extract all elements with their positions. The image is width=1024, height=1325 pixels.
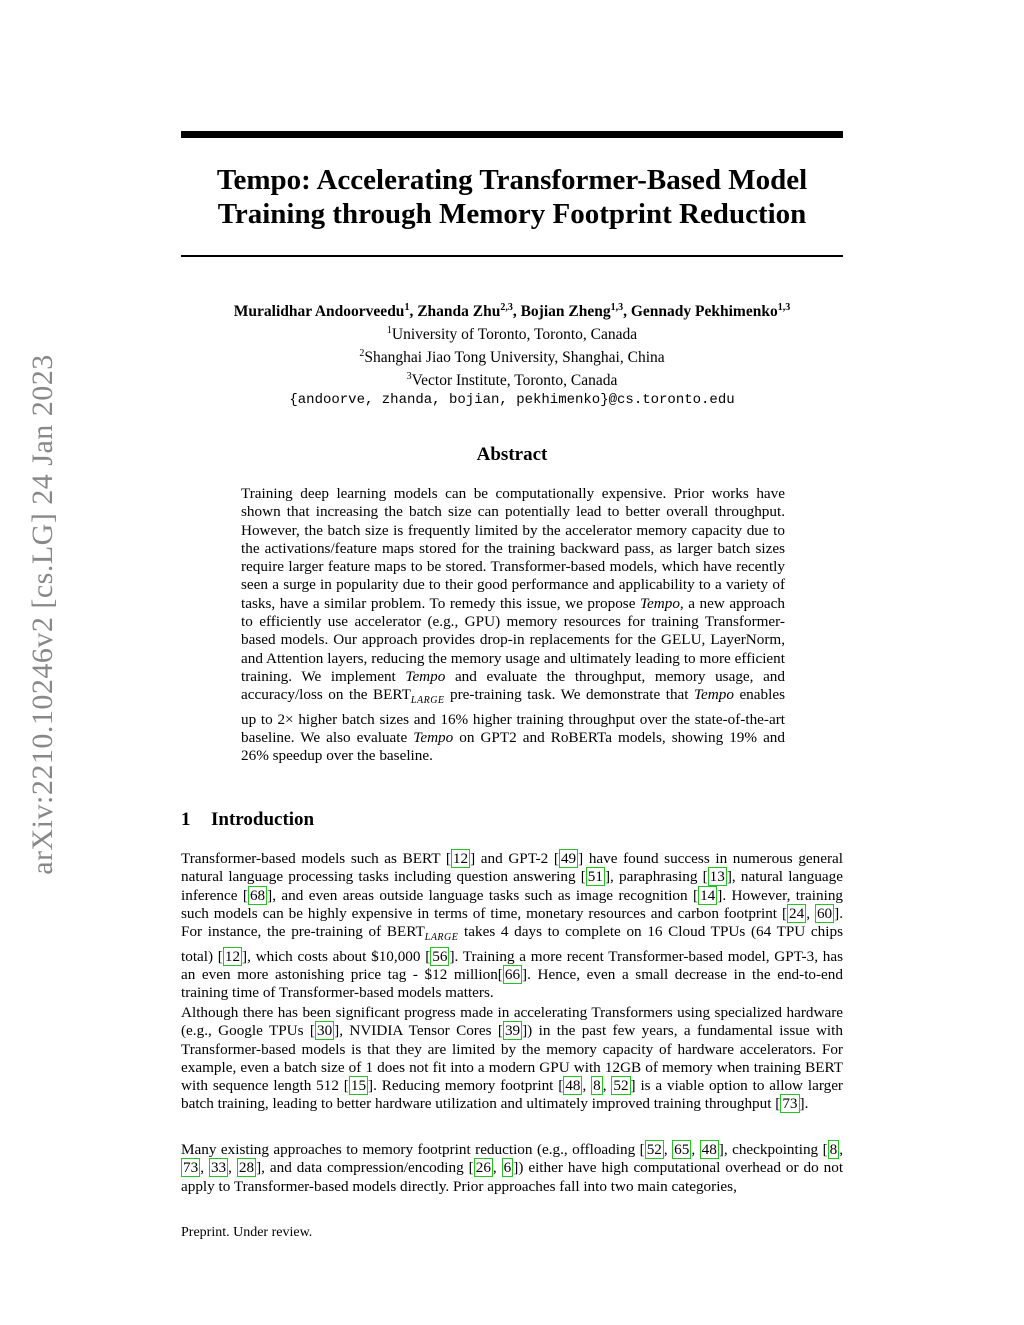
citation-link[interactable]: 15 bbox=[350, 1077, 367, 1095]
abstract-heading: Abstract bbox=[476, 444, 548, 465]
citation-link[interactable]: 6 bbox=[503, 1159, 512, 1177]
citation-link[interactable]: 8 bbox=[829, 1141, 838, 1158]
author-3-affil: 1,3 bbox=[610, 302, 624, 313]
author-2: Zhanda Zhu bbox=[417, 303, 501, 321]
affiliation-3: $^3$Vector Institute, Toronto, Canada bbox=[406, 371, 618, 390]
citation-link[interactable]: 73 bbox=[782, 1095, 798, 1113]
citation-link[interactable]: 48 bbox=[701, 1141, 717, 1158]
intro-paragraph-3: Many existing approaches to memory footprint reduction (e.g., offloading [ 52 , 65 , 48 ], checkpointing [ 8 , 73 , 33 , 28 ], and data compression/encoding [ 26 , 6 ]) either have high computational overhead or do not apply to Transformer-based models directly. Prior approaches fall into two main categories, bbox=[181, 1141, 844, 1195]
citation-link[interactable]: 8 bbox=[593, 1077, 601, 1095]
citation-link[interactable]: 65 bbox=[674, 1141, 690, 1158]
section-number: 1 bbox=[181, 809, 191, 830]
citation-link[interactable]: 13 bbox=[709, 868, 725, 886]
title-top-rule bbox=[181, 131, 843, 138]
citation-link[interactable]: 12 bbox=[224, 947, 241, 965]
title-line-1: Tempo: Accelerating Transformer-Based Model bbox=[216, 164, 808, 196]
author-2-affil: 2,3 bbox=[500, 302, 513, 313]
affiliation-2: $^2$Shanghai Jiao Tong University, Shanghai, China bbox=[359, 348, 665, 367]
citation-link[interactable]: 48 bbox=[565, 1077, 581, 1095]
citation-link[interactable]: 51 bbox=[587, 868, 603, 886]
citation-link[interactable]: 66 bbox=[504, 965, 521, 983]
paper-title bbox=[181, 163, 843, 231]
citation-link[interactable]: 33 bbox=[210, 1159, 227, 1177]
citation-link[interactable]: 30 bbox=[316, 1022, 333, 1040]
citation-link[interactable]: 14 bbox=[700, 886, 716, 904]
author-1: Muralidhar Andoorveedu bbox=[233, 303, 405, 321]
title-bottom-rule bbox=[181, 255, 843, 257]
affiliation-1: $^1$University of Toronto, Toronto, Canada bbox=[386, 325, 638, 344]
citation-link[interactable]: 26 bbox=[475, 1159, 491, 1177]
title-line-2: Training through Memory Footprint Reduction bbox=[217, 198, 807, 230]
citation-link[interactable]: 68 bbox=[249, 886, 266, 904]
citation-link[interactable]: 39 bbox=[504, 1022, 521, 1040]
citation-link[interactable]: 24 bbox=[789, 904, 805, 922]
citation-link[interactable]: 49 bbox=[560, 850, 577, 867]
arxiv-identifier: arXiv:2210.10246v2 [cs.LG] 24 Jan 2023 bbox=[26, 354, 59, 875]
author-emails: {andoorve, zhanda, bojian, pekhimenko}@cs.toronto.edu bbox=[289, 391, 735, 408]
citation-link[interactable]: 52 bbox=[646, 1141, 662, 1158]
citation-link[interactable]: 12 bbox=[452, 850, 469, 867]
section-title: Introduction bbox=[211, 809, 315, 830]
intro-paragraph-2: Although there has been significant progress made in accelerating Transformers using specialized hardware (e.g., Google TPUs [ 30 ], NVIDIA Tensor Cores [ 39 ]) in the past few years, a fundamental issue with Transformer-based models is that they are limited by the memory capacity of hardware accelerators. For example, even a batch size of 1 does not fit into a modern GPU with 12GB of memory when training BERT with sequence length 512 [ 15 ]. Reducing memory footprint [ 48 , 8 , 52 ] is a viable option to allow larger batch training, leading to better hardware utilization and ultimately improved training throughput [ 73 ]. bbox=[181, 1004, 843, 1113]
citation-link[interactable]: 73 bbox=[183, 1159, 199, 1177]
citation-link[interactable]: 52 bbox=[613, 1077, 629, 1095]
author-4: Gennady Pekhimenko bbox=[630, 303, 778, 321]
author-4-affil: 1,3 bbox=[777, 302, 791, 313]
author-1-affil: 1 bbox=[404, 302, 410, 313]
author-block bbox=[181, 298, 843, 410]
section-heading-introduction bbox=[181, 809, 314, 831]
citation-link[interactable]: 56 bbox=[432, 947, 448, 965]
author-names: Muralidhar Andoorveedu$^1$, Zhanda Zhu$^{2,3}$, Bojian Zheng$^{1,3}$, Gennady Pekhimenko$^{1,3}$ bbox=[233, 302, 791, 321]
abstract-text: Training deep learning models can be computationally expensive. Prior works have shown that increasing the batch size can potentially lead to better overall throughput. However, the batch size is frequently limited by the accelerator memory capacity due to the activations/feature maps stored for the training backward pass, as larger batch sizes require larger feature maps to be stored. Transformer-based models, which have recently seen a surge in popularity due to their good performance and applicability to a variety of tasks, have a similar problem. To remedy this issue, we propose Tempo, a new approach to efficiently use accelerator (e.g., GPU) memory resources for training Transformer-based models. Our approach provides drop-in replacements for the GELU, LayerNorm, and Attention layers, reducing the memory usage and ultimately leading to more efficient training. We implement Tempo and evaluate the throughput, memory usage, and accuracy/loss on the $BERT_{LARGE}$ pre-training task. We demonstrate that Tempo enables up to 2× higher batch sizes and 16% higher training throughput over the state-of-the-art baseline. We also evaluate Tempo on GPT2 and RoBERTa models, showing 19% and 26% speedup over the baseline. bbox=[241, 485, 786, 765]
author-3: Bojian Zheng bbox=[520, 303, 611, 321]
intro-paragraph-1: Transformer-based models such as BERT [ 12 ] and GPT-2 [ 49 ] have found success in numerous general natural language processing tasks including question answering [ 51 ], paraphrasing [ 13 ], natural language inference [ 68 ], and even areas outside language tasks such as image recognition [ 14 ]. However, training such models can be highly expensive in terms of time, monetary resources and carbon footprint [ 24 , 60 ]. For instance, the pre-training of $BERT_{LARGE}$ takes 4 days to complete on 16 Cloud TPUs (64 TPU chips total) [ 12 ], which costs about $10,000 [ 56 ]. Training a more recent Transformer-based model, GPT-3, has an even more astonishing price tag - $12 million[ 66 ]. Hence, even a small decrease in the end-to-end training time of Transformer-based models matters. bbox=[181, 850, 844, 1002]
citation-link[interactable]: 60 bbox=[816, 904, 833, 922]
page-footer: Preprint. Under review. bbox=[181, 1225, 313, 1240]
citation-link[interactable]: 28 bbox=[238, 1159, 255, 1177]
